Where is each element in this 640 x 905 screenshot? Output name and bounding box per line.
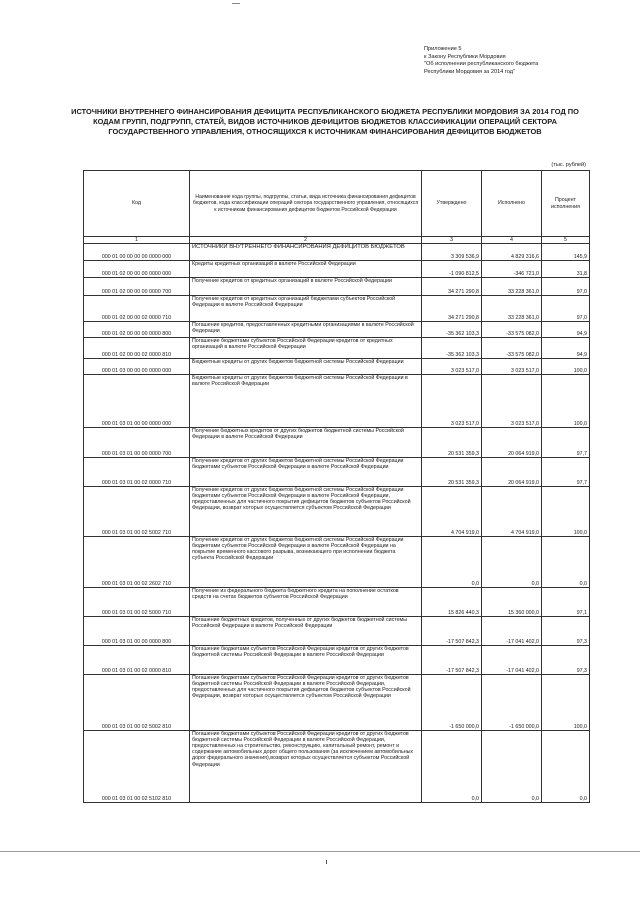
appendix-line-2: к Закону Республики Мордовия [424,53,506,60]
table-row [84,338,590,359]
row-name: Получение из федерального бюджета бюджетного кредита на пополнение остатков средств на счетах бюджетов субъектов Российской Федерации [190,588,422,617]
row-percent: 94,9 [542,322,590,338]
row-percent: 0,0 [542,537,590,588]
appendix-line-1: Приложение 5 [424,46,462,52]
row-percent: 100,0 [542,675,590,731]
row-name: ИСТОЧНИКИ ВНУТРЕННЕГО ФИНАНСИРОВАНИЯ ДЕФИЦИТОВ БЮДЖЕТОВ [190,244,422,261]
row-executed: -33 575 082,0 [482,322,542,338]
column-number: 3 [422,237,482,244]
header-percent: Процент исполнения [542,171,590,237]
table-row [84,646,590,675]
scan-mark [326,860,327,864]
table-row [84,428,590,458]
row-approved: 3 309 536,9 [422,244,482,261]
column-number: 2 [190,237,422,244]
table-row [84,588,590,617]
appendix-line-4: Республики Мордовия за 2014 год" [424,68,516,75]
row-percent: 100,0 [542,375,590,428]
row-name: Получение бюджетных кредитов от других бюджетов бюджетной системы Российской Федерации в валюте Российской Федерации [190,428,422,458]
row-code: 000 01 03 01 00 00 0000 800 [84,617,190,646]
table-row [84,731,590,803]
row-percent: 97,7 [542,458,590,487]
row-approved: 3 023 517,0 [422,375,482,428]
row-name: Бюджетные кредиты от других бюджетов бюджетной системы Российской Федерации в валюте Российской Федерации [190,375,422,428]
row-approved: -35 362 103,3 [422,338,482,359]
row-name: Бюджетные кредиты от других бюджетов бюджетной системы Российской Федерации [190,359,422,375]
row-name: Погашение кредитов, предоставленных кредитными организациями в валюте Российской Федерации [190,322,422,338]
row-name: Погашение бюджетами субъектов Российской Федерации кредитов от других бюджетов бюджетной системы Российской Федерации в валюте Российской Федерации, предоставленных для частичного покрытия дефицитов бюджетов субъектов Российской Федерации, возврат которых осуществляется субъектом Российской Федерации [190,675,422,731]
row-name: Погашение бюджетами субъектов Российской Федерации кредитов от других бюджетов бюджетной системы Российской Федерации в валюте Российской Федерации [190,646,422,675]
row-code: 000 01 03 01 00 02 0000 710 [84,458,190,487]
row-percent: 97,7 [542,428,590,458]
row-percent: 97,0 [542,296,590,322]
document-title: ИСТОЧНИКИ ВНУТРЕННЕГО ФИНАНСИРОВАНИЯ ДЕФИЦИТА РЕСПУБЛИКАНСКОГО БЮДЖЕТА РЕСПУБЛИКИ МОРДОВИЯ ЗА 2014 ГОД ПО КОДАМ ГРУПП, ПОДГРУПП, СТАТЕЙ, ВИДОВ ИСТОЧНИКОВ ДЕФИЦИТОВ БЮДЖЕТОВ КЛАССИФИКАЦИИ ОПЕРАЦИЙ СЕКТОРА ГОСУДАРСТВЕННОГО УПРАВЛЕНИЯ, ОТНОСЯЩИХСЯ К ИСТОЧНИКАМ ФИНАНСИРОВАНИЯ ДЕФИЦИТОВ БЮДЖЕТОВ [71,107,579,136]
table-row [84,359,590,375]
row-approved: 34 271 290,8 [422,296,482,322]
row-executed: 20 064 919,0 [482,428,542,458]
row-name: Погашение бюджетами субъектов Российской Федерации кредитов от других бюджетов бюджетной системы Российской Федерации в валюте Российской Федерации, предоставленных на строительство, реконструкцию, капитальный ремонт, ремонт и содержание автомобильных дорог общего пользования (за исключением автомобильных дорог федерального значения),возврат которых осуществляется субъектом Российской Федерации [190,731,422,803]
row-approved: 20 531 359,3 [422,428,482,458]
appendix-line-3: "Об исполнении республиканского бюджета [424,61,539,68]
row-percent: 0,0 [542,731,590,803]
row-executed: -17 041 402,0 [482,617,542,646]
row-executed: 3 023 517,0 [482,359,542,375]
table-row [84,537,590,588]
row-percent: 145,9 [542,244,590,261]
row-percent: 94,9 [542,338,590,359]
header-code: Код [84,171,190,237]
column-number: 5 [542,237,590,244]
column-number: 4 [482,237,542,244]
row-code: 000 01 03 01 00 02 5002 810 [84,675,190,731]
row-code: 000 01 02 00 00 02 0000 710 [84,296,190,322]
table-row [84,617,590,646]
row-approved: -1 650 000,0 [422,675,482,731]
row-approved: 3 023 517,0 [422,359,482,375]
row-executed: -1 650 000,0 [482,675,542,731]
row-approved: 15 826 440,3 [422,588,482,617]
row-code: 000 01 02 00 00 00 0000 700 [84,278,190,296]
financing-sources-table [83,170,590,803]
row-approved: -17 507 842,3 [422,617,482,646]
appendix-note [424,46,624,76]
table-row [84,375,590,428]
row-code: 000 01 03 01 00 02 5000 710 [84,588,190,617]
row-percent: 100,0 [542,487,590,537]
row-code: 000 01 02 00 00 00 0000 000 [84,261,190,278]
row-executed: -33 575 082,0 [482,338,542,359]
row-name: Получение кредитов от кредитных организаций в валюте Российской Федерации [190,278,422,296]
row-executed: -17 041 402,0 [482,646,542,675]
row-code: 000 01 03 01 00 02 5002 710 [84,487,190,537]
row-executed: 33 228 361,0 [482,278,542,296]
table-row [84,322,590,338]
row-code: 000 01 03 01 00 02 2602 710 [84,537,190,588]
row-executed: 4 704 919,0 [482,487,542,537]
row-name: Получение кредитов от других бюджетов бюджетной системы Российской Федерации бюджетами субъектов Российской Федерации в валюте Российской Федерации, предоставленных для частичного покрытия дефицитов бюджетов субъектов Российской Федерации, возврат которых осуществляется субъектом Российской Федерации [190,487,422,537]
row-executed: 4 829 316,6 [482,244,542,261]
row-executed: 0,0 [482,731,542,803]
column-number: 1 [84,237,190,244]
row-code: 000 01 03 00 00 00 0000 000 [84,359,190,375]
row-approved: 0,0 [422,731,482,803]
row-approved: 4 704 919,0 [422,487,482,537]
page-edge-line [0,851,640,852]
row-name: Кредиты кредитных организаций в валюте Российской Федерации [190,261,422,278]
row-percent: 31,8 [542,261,590,278]
row-executed: -346 721,0 [482,261,542,278]
row-percent: 97,3 [542,617,590,646]
row-approved: -35 362 103,3 [422,322,482,338]
table-row [84,487,590,537]
row-code: 000 01 03 01 00 00 0000 000 [84,375,190,428]
row-name: Получение кредитов от других бюджетов бюджетной системы Российской Федерации бюджетами субъектов Российской Федерации в валюте Российской Федерации [190,458,422,487]
row-name: Погашение бюджетных кредитов, полученных от других бюджетов бюджетной системы Российской Федерации в валюте Российской Федерации [190,617,422,646]
row-executed: 20 064 919,0 [482,458,542,487]
table-row [84,296,590,322]
table-row [84,261,590,278]
row-code: 000 01 03 01 00 00 0000 700 [84,428,190,458]
row-approved: 0,0 [422,537,482,588]
row-code: 000 01 03 01 00 02 5102 810 [84,731,190,803]
row-name: Получение кредитов от кредитных организаций бюджетами субъектов Российской Федерации в валюте Российской Федерации [190,296,422,322]
row-percent: 97,3 [542,646,590,675]
row-name: Погашение бюджетами субъектов Российской Федерации кредитов от кредитных организаций в валюте Российской Федерации [190,338,422,359]
row-executed: 33 228 361,0 [482,296,542,322]
units-label: (тыс. рублей) [551,162,586,168]
row-approved: 34 271 290,8 [422,278,482,296]
row-name: Получение кредитов от других бюджетов бюджетной системы Российской Федерации бюджетами субъектов Российской Федерации в валюте Российской Федерации на покрытие временного кассового разрыва, возникающего при исполнении бюджета субъекта Российской Федерации [190,537,422,588]
table-row [84,458,590,487]
table-row [84,244,590,261]
row-code: 000 01 00 00 00 00 0000 000 [84,244,190,261]
row-percent: 100,0 [542,359,590,375]
row-approved: 20 531 359,3 [422,458,482,487]
row-code: 000 01 02 00 00 00 0000 800 [84,322,190,338]
table-row [84,278,590,296]
scan-mark [232,3,240,4]
row-approved: -1 090 812,5 [422,261,482,278]
header-approved: Утверждено [422,171,482,237]
header-executed: Исполнено [482,171,542,237]
row-percent: 97,1 [542,588,590,617]
row-executed: 0,0 [482,537,542,588]
row-approved: -17 507 842,3 [422,646,482,675]
header-name: Наименование кода группы, подгруппы, статьи, вида источника финансирования дефицитов бюджетов, кода классификации операций сектора государственного управления, относящихся к источникам финансирования дефицитов бюджетов Российской Федерации [190,171,422,237]
row-code: 000 01 02 00 00 02 0000 810 [84,338,190,359]
row-executed: 15 360 000,0 [482,588,542,617]
row-percent: 97,0 [542,278,590,296]
row-executed: 3 023 517,0 [482,375,542,428]
table-row [84,675,590,731]
row-code: 000 01 03 01 00 02 0000 810 [84,646,190,675]
